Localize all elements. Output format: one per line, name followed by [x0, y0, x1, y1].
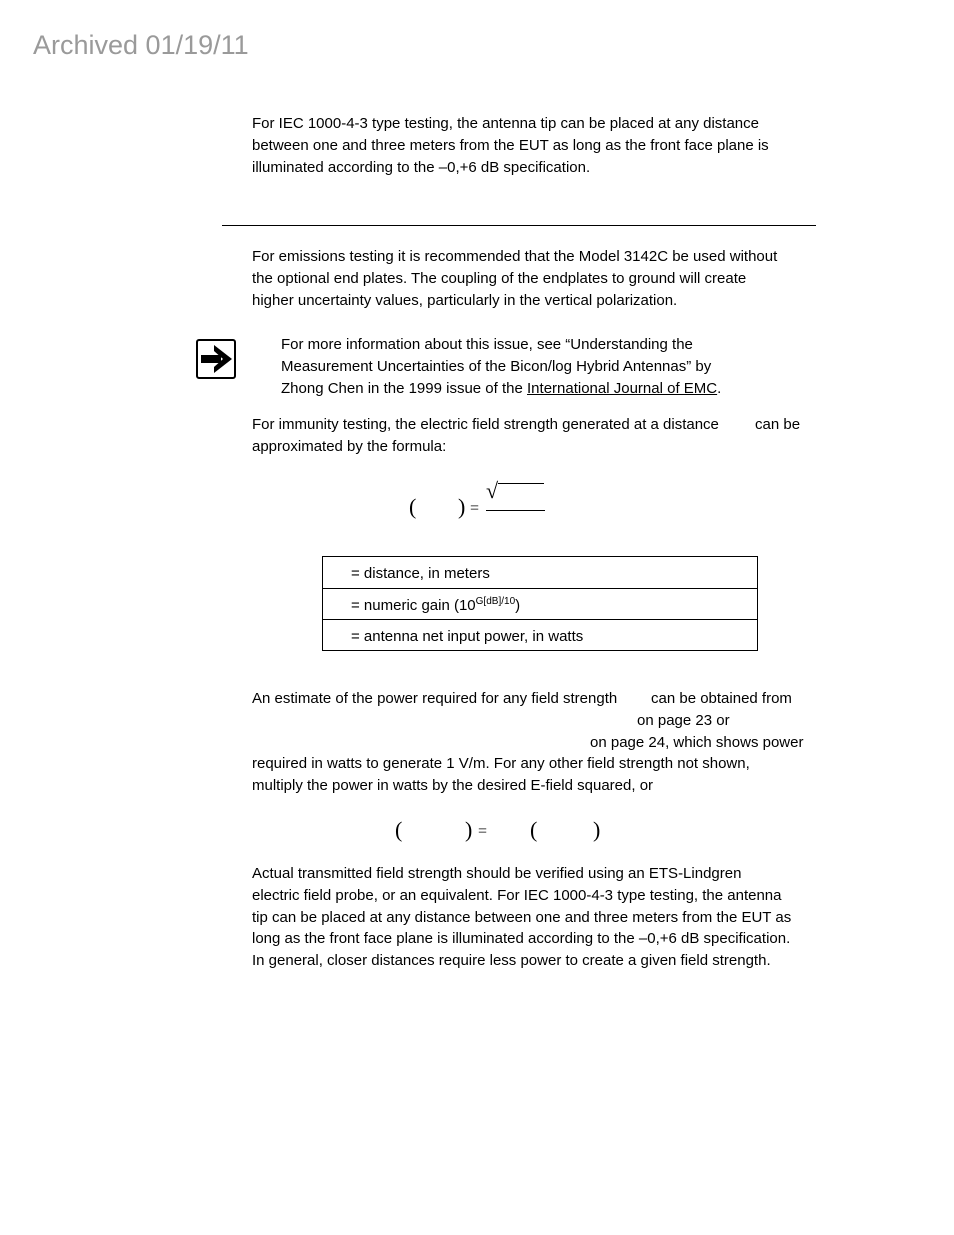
note-text: Zhong Chen in the 1999 issue of the — [281, 379, 528, 397]
definition-row — [323, 619, 757, 650]
text-line: between one and three meters from the EUT as long as the front face plane is — [252, 136, 769, 154]
definition-text: = antenna net input power, in watts — [351, 628, 584, 645]
text-line: For emissions testing it is recommended that the Model 3142C be used without — [252, 248, 778, 265]
text-line: the optional end plates. The coupling of the endplates to ground will create — [252, 269, 747, 287]
text-line: electric field probe, or an equivalent. For IEC 1000-4-3 type testing, the antenna — [252, 886, 782, 904]
text-line: approximated by the formula: — [252, 437, 447, 455]
note-callout — [281, 334, 801, 399]
note-line: Measurement Uncertainties of the Bicon/log Hybrid Antennas” by — [281, 357, 712, 375]
variable-definitions-table — [322, 556, 758, 651]
definition-text: = distance, in meters — [351, 565, 490, 582]
power-scaling-formula — [390, 815, 620, 855]
arrow-right-icon — [196, 339, 236, 379]
note-line — [281, 378, 801, 400]
definition-row — [323, 588, 757, 619]
paragraph-immunity-testing — [252, 414, 822, 458]
text-line: on page 24, which shows power — [590, 733, 804, 751]
formula-paren: ( — [409, 494, 417, 519]
formula-paren: ( — [530, 817, 538, 842]
text-line: In general, closer distances require less power to create a given field strength. — [252, 952, 771, 970]
paragraph-power-estimate — [252, 688, 822, 800]
text-line: illuminated according to the –0,+6 dB specification. — [252, 158, 591, 176]
fraction-bar — [486, 510, 545, 511]
text-line: required in watts to generate 1 V/m. For any other field strength not shown, — [252, 755, 750, 773]
field-strength-formula — [400, 478, 560, 528]
definition-superscript: G[dB]/10 — [475, 596, 516, 607]
note-text: . — [717, 379, 722, 397]
text-line: on page 23 or — [637, 711, 730, 729]
formula-root-sign: √ — [486, 478, 499, 503]
text-line: long as the front face plane is illuminated according to the –0,+6 dB specification. — [252, 930, 791, 948]
definition-row — [323, 557, 757, 588]
formula-paren: ( — [395, 817, 403, 842]
text-line: An estimate of the power required for any field strength — [252, 690, 618, 707]
formula-equals: = — [470, 500, 480, 517]
paragraph-iec-testing — [252, 113, 822, 178]
formula-equals: = — [478, 823, 488, 840]
text-line: For IEC 1000-4-3 type testing, the antenna tip can be placed at any distance — [252, 115, 759, 132]
paragraph-emissions-testing — [252, 246, 822, 311]
text-line: tip can be placed at any distance between one and three meters from the EUT as — [252, 908, 792, 926]
section-divider — [222, 225, 816, 226]
formula-paren: ) — [593, 817, 601, 842]
formula-paren: ) — [465, 817, 473, 842]
text-line: can be — [755, 416, 801, 433]
archived-stamp: Archived 01/19/11 — [33, 30, 249, 60]
paragraph-field-verification — [252, 863, 822, 972]
text-line: can be obtained from — [651, 690, 792, 707]
definition-text: ) — [515, 597, 521, 614]
note-line: For more information about this issue, see “Understanding the — [281, 336, 693, 353]
text-line: For immunity testing, the electric field strength generated at a distance — [252, 416, 719, 433]
root-overbar — [498, 483, 544, 484]
text-line: higher uncertainty values, particularly in the vertical polarization. — [252, 291, 678, 309]
journal-link[interactable]: International Journal of EMC — [527, 379, 718, 397]
formula-paren: ) — [458, 494, 466, 519]
text-line: Actual transmitted field strength should be verified using an ETS-Lindgren — [252, 865, 742, 882]
text-line: multiply the power in watts by the desired E-field squared, or — [252, 777, 654, 795]
definition-text: = numeric gain (10 — [351, 597, 476, 614]
